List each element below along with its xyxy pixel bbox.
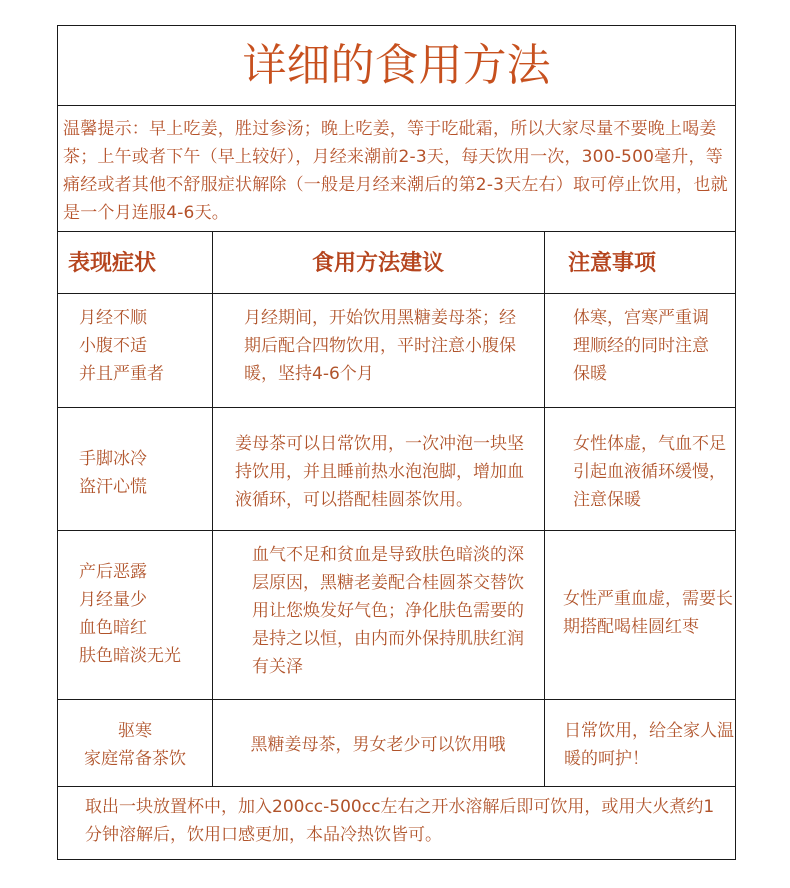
divider: [58, 786, 735, 787]
symptom-line: 手脚冰冷: [79, 449, 147, 469]
column-divider: [544, 231, 545, 786]
row-method: 血气不足和贫血是导致肤色暗淡的深层原因，黑糖老姜配合桂圆茶交替饮用让您焕发好气色；净化肤色需要的是持之以恒，由内而外保持肌肤红润有关泽: [252, 545, 524, 677]
row-note: 日常饮用，给全家人温暖的呵护！: [564, 721, 734, 769]
symptom-line: 小腹不适: [79, 336, 147, 356]
row-symptom: [79, 445, 209, 501]
symptom-line: 盗汗心慌: [79, 477, 147, 497]
instructions-table: [57, 25, 736, 860]
row-symptom: [58, 717, 212, 773]
row-note: 女性体虚，气血不足引起血液循环缓慢，注意保暖: [573, 434, 726, 510]
row-note: 体寒，宫寒严重调理顺经的同时注意保暖: [573, 308, 709, 384]
divider: [58, 699, 735, 700]
footer-instructions: 取出一块放置杯中，加入200cc-500cc左右之开水溶解后即可饮用，或用大火煮约1分钟溶解后，饮用口感更加，本品冷热饮皆可。: [85, 797, 715, 845]
page-title: 详细的食用方法: [242, 40, 551, 91]
symptom-line: 月经量少: [79, 590, 147, 610]
warm-tip-text: 温馨提示：早上吃姜，胜过参汤；晚上吃姜，等于吃砒霜，所以大家尽量不要晚上喝姜茶；上午或者下午（早上较好），月经来潮前2-3天，每天饮用一次，300-500毫升，等痛经或者其他不舒服症状解除（一般是月经来潮后的第2-3天左右）取可停止饮用，也就是一个月连服4-6天。: [63, 119, 728, 223]
row-method: 月经期间，开始饮用黑糖姜母茶；经期后配合四物饮用，平时注意小腹保暖，坚持4-6个月: [244, 308, 516, 384]
divider: [58, 105, 735, 106]
symptom-line: 肤色暗淡无光: [79, 646, 181, 666]
symptom-line: 产后恶露: [79, 562, 147, 582]
header-symptom: 表现症状: [68, 251, 157, 276]
symptom-line: 驱寒: [118, 721, 152, 741]
divider: [58, 530, 735, 531]
column-divider: [212, 231, 213, 786]
symptom-line: 月经不顺: [79, 308, 147, 328]
row-symptom: [79, 304, 209, 388]
row-method: 黑糖姜母茶，男女老少可以饮用哦: [250, 735, 506, 755]
symptom-line: 家庭常备茶饮: [84, 749, 186, 769]
row-method: 姜母茶可以日常饮用，一次冲泡一块坚持饮用，并且睡前热水泡泡脚，增加血液循环，可以搭配桂圆茶饮用。: [235, 434, 524, 510]
row-note: 女性严重血虚，需要长期搭配喝桂圆红枣: [563, 589, 733, 637]
divider: [58, 293, 735, 294]
row-symptom: [79, 558, 209, 670]
header-note: 注意事项: [568, 251, 657, 276]
divider: [58, 231, 735, 232]
divider: [58, 407, 735, 408]
symptom-line: 血色暗红: [79, 618, 147, 638]
header-method: 食用方法建议: [311, 251, 444, 276]
symptom-line: 并且严重者: [79, 364, 164, 384]
